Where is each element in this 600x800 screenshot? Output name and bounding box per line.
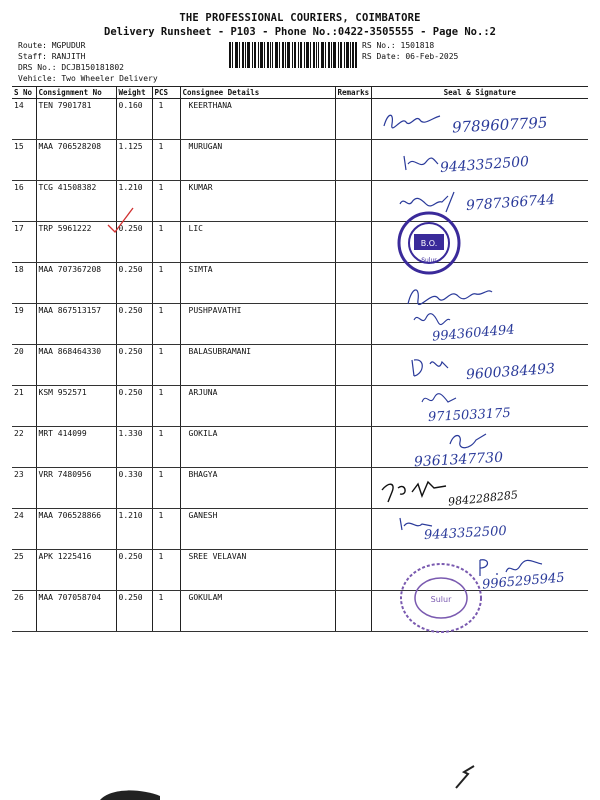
cell-remarks — [335, 140, 371, 181]
rs-number: RS No.: 1501818 — [362, 41, 435, 50]
cell-weight: 0.250 — [116, 550, 152, 591]
signature-scribble-icon — [404, 282, 494, 308]
cell-remarks — [335, 386, 371, 427]
signature-scribble-icon — [400, 152, 440, 174]
cell-consignment: MAA 867513157 — [36, 304, 116, 345]
lic-office-stamp-icon — [396, 210, 462, 276]
handwritten-phone: 9600384493 — [465, 360, 556, 384]
cell-consignment: MAA 707367208 — [36, 263, 116, 304]
cell-consignee: GOKILA — [180, 427, 335, 468]
cell-sno: 17 — [12, 222, 36, 263]
cell-consignee: KEERTHANA — [180, 99, 335, 140]
cell-sno: 15 — [12, 140, 36, 181]
cell-sno: 14 — [12, 99, 36, 140]
cell-sno: 21 — [12, 386, 36, 427]
handwritten-phone: 9965295945 — [481, 570, 566, 593]
cell-remarks — [335, 222, 371, 263]
table-header-row — [12, 87, 588, 99]
table-row — [12, 591, 588, 632]
cell-sno: 18 — [12, 263, 36, 304]
cell-pcs: 1 — [152, 99, 180, 140]
cell-sno: 20 — [12, 345, 36, 386]
col-header-sno: S No — [12, 87, 36, 99]
route-label: Route: MGPUDUR — [18, 41, 86, 50]
col-header-consignee: Consignee Details — [180, 87, 335, 99]
cell-weight: 0.160 — [116, 99, 152, 140]
cell-weight: 0.330 — [116, 468, 152, 509]
cell-weight: 1.210 — [116, 509, 152, 550]
handwritten-phone: 9715033175 — [427, 405, 512, 426]
cell-pcs: 1 — [152, 509, 180, 550]
cell-consignee: KUMAR — [180, 181, 335, 222]
col-header-remarks: Remarks — [335, 87, 371, 99]
cell-weight: 0.250 — [116, 222, 152, 263]
cell-remarks — [335, 468, 371, 509]
cell-pcs: 1 — [152, 427, 180, 468]
cell-consignment: MAA 707058704 — [36, 591, 116, 632]
cell-weight: 0.250 — [116, 386, 152, 427]
handwritten-phone: 9361347730 — [413, 449, 504, 471]
table-row — [12, 222, 588, 263]
cell-consignment: VRR 7480956 — [36, 468, 116, 509]
cell-consignment: TCG 41508382 — [36, 181, 116, 222]
col-header-pcs: PCS — [152, 87, 180, 99]
cell-consignment: KSM 952571 — [36, 386, 116, 427]
cell-pcs: 1 — [152, 591, 180, 632]
cell-sno: 22 — [12, 427, 36, 468]
cell-consignee: LIC — [180, 222, 335, 263]
cell-weight: 1.125 — [116, 140, 152, 181]
table-row — [12, 263, 588, 304]
cell-consignee: PUSHPAVATHI — [180, 304, 335, 345]
cell-consignee: GOKULAM — [180, 591, 335, 632]
col-header-weight: Weight — [116, 87, 152, 99]
drs-number: DRS No.: DCJB150181802 — [18, 63, 124, 72]
cell-consignee: ARJUNA — [180, 386, 335, 427]
check-mark-icon — [106, 205, 136, 235]
cell-remarks — [335, 345, 371, 386]
cell-consignee: SIMTA — [180, 263, 335, 304]
cell-sno: 19 — [12, 304, 36, 345]
vehicle-label: Vehicle: Two Wheeler Delivery — [18, 74, 158, 83]
cell-weight: 0.250 — [116, 591, 152, 632]
cell-pcs: 1 — [152, 345, 180, 386]
rs-date: RS Date: 06-Feb-2025 — [362, 52, 459, 61]
signature-scribble-icon — [412, 310, 452, 328]
stamp-text: Sulur — [421, 257, 437, 264]
cell-remarks — [335, 509, 371, 550]
handwritten-phone: 9443352500 — [439, 153, 530, 177]
cell-remarks — [335, 99, 371, 140]
cell-weight: 1.210 — [116, 181, 152, 222]
cell-sno: 25 — [12, 550, 36, 591]
stamp-text: Sulur — [430, 595, 452, 604]
cell-sno: 23 — [12, 468, 36, 509]
cell-consignment: MAA 706528208 — [36, 140, 116, 181]
cell-weight: 0.250 — [116, 304, 152, 345]
handwritten-phone: 9789607795 — [451, 113, 548, 137]
cell-pcs: 1 — [152, 263, 180, 304]
cell-consignment: TEN 7901781 — [36, 99, 116, 140]
cell-remarks — [335, 591, 371, 632]
cell-consignee: SREE VELAVAN — [180, 550, 335, 591]
scan-artifact-icon — [100, 788, 160, 800]
cell-consignee: BALASUBRAMANI — [180, 345, 335, 386]
cell-consignment: MAA 706528866 — [36, 509, 116, 550]
cell-sno: 24 — [12, 509, 36, 550]
cell-sno: 16 — [12, 181, 36, 222]
scan-artifact-icon — [454, 764, 480, 790]
cell-pcs: 1 — [152, 304, 180, 345]
cell-pcs: 1 — [152, 140, 180, 181]
cell-remarks — [335, 304, 371, 345]
cell-pcs: 1 — [152, 386, 180, 427]
signature-scribble-icon — [420, 390, 460, 408]
cell-consignment: MRT 414099 — [36, 427, 116, 468]
signature-scribble-icon — [408, 354, 468, 380]
staff-label: Staff: RANJITH — [18, 52, 86, 61]
cell-pcs: 1 — [152, 181, 180, 222]
cell-weight: 0.250 — [116, 263, 152, 304]
cell-remarks — [335, 181, 371, 222]
cell-consignee: GANESH — [180, 509, 335, 550]
col-header-seal-signature: Seal & Signature — [371, 87, 588, 99]
cell-consignee: BHAGYA — [180, 468, 335, 509]
cell-consignment: TRP 5961222 — [36, 222, 116, 263]
cell-consignment: MAA 868464330 — [36, 345, 116, 386]
company-title: THE PROFESSIONAL COURIERS, COIMBATORE — [179, 12, 421, 24]
cell-sno: 26 — [12, 591, 36, 632]
cell-consignee: MURUGAN — [180, 140, 335, 181]
runsheet-title: Delivery Runsheet - P103 - Phone No.:0422-3505555 - Page No.:2 — [104, 26, 496, 38]
chit-fund-stamp-icon — [398, 560, 484, 636]
barcode-icon — [229, 42, 357, 68]
signature-scribble-icon — [380, 108, 450, 132]
cell-remarks — [335, 263, 371, 304]
cell-consignment: APK 1225416 — [36, 550, 116, 591]
handwritten-phone: 9787366744 — [465, 191, 556, 215]
cell-pcs: 1 — [152, 222, 180, 263]
handwritten-phone: 9943604494 — [431, 322, 516, 345]
cell-remarks — [335, 550, 371, 591]
handwritten-phone: 9842288285 — [447, 488, 519, 509]
stamp-text: B.O. — [420, 239, 438, 248]
cell-pcs: 1 — [152, 550, 180, 591]
col-header-consignment: Consignment No — [36, 87, 116, 99]
signature-scribble-icon — [378, 478, 450, 506]
cell-remarks — [335, 427, 371, 468]
cell-pcs: 1 — [152, 468, 180, 509]
cell-weight: 1.330 — [116, 427, 152, 468]
cell-weight: 0.250 — [116, 345, 152, 386]
handwritten-phone: 9443352500 — [423, 523, 508, 544]
